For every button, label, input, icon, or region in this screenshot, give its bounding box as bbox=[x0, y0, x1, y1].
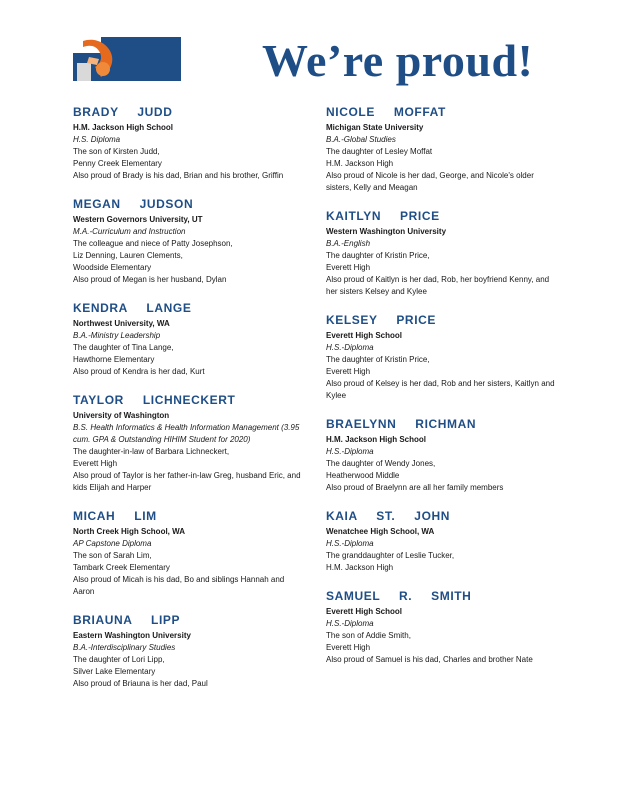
graduate-entry bbox=[326, 416, 558, 494]
graduate-degree: B.A.-English bbox=[326, 239, 371, 248]
relation-line: H.M. Jackson High bbox=[326, 563, 394, 572]
graduate-degree: H.S.-Diploma bbox=[326, 447, 374, 456]
graduate-entry bbox=[326, 508, 558, 574]
relation-line: Everett High bbox=[326, 263, 371, 272]
relation-line: H.M. Jackson High bbox=[326, 159, 394, 168]
graduate-degree: B.A.-Interdisciplinary Studies bbox=[73, 643, 176, 652]
graduate-name: NICOLE MOFFAT bbox=[326, 105, 446, 119]
graduate-degree: B.A.-Ministry Leadership bbox=[73, 331, 161, 340]
graduate-entry bbox=[326, 104, 558, 194]
relation-line: Penny Creek Elementary bbox=[73, 159, 162, 168]
relation-line: Also proud of Megan is her husband, Dylan bbox=[73, 275, 227, 284]
relation-line: Also proud of Briauna is her dad, Paul bbox=[73, 679, 208, 688]
relation-line: Heatherwood Middle bbox=[326, 471, 400, 480]
relation-line: The son of Kirsten Judd, bbox=[73, 147, 160, 156]
graduate-name: SAMUEL R. SMITH bbox=[326, 589, 472, 603]
graduate-name: BRAELYNN RICHMAN bbox=[326, 417, 477, 431]
relation-line: The granddaughter of Leslie Tucker, bbox=[326, 551, 455, 560]
graduate-degree: H.S. Diploma bbox=[73, 135, 121, 144]
relation-line: Also proud of Braelynn are all her family members bbox=[326, 483, 504, 492]
relation-line: The daughter of Lesley Moffat bbox=[326, 147, 433, 156]
graduate-entry bbox=[326, 208, 558, 298]
relation-line: Also proud of Nicole is her dad, George, and Nicole's older sisters, Kelly and Meagan bbox=[326, 171, 534, 192]
graduate-name: KAIA ST. JOHN bbox=[326, 509, 451, 523]
relation-line: Everett High bbox=[326, 367, 371, 376]
relation-line: The daughter of Kristin Price, bbox=[326, 355, 430, 364]
graduate-school: Western Governors University, UT bbox=[73, 215, 203, 224]
graduate-degree: B.A.-Global Studies bbox=[326, 135, 396, 144]
school-logo bbox=[73, 37, 181, 81]
relation-line: The son of Sarah Lim, bbox=[73, 551, 152, 560]
graduate-school: Wenatchee High School, WA bbox=[326, 527, 435, 536]
graduate-entry bbox=[326, 588, 558, 666]
graduate-degree: B.S. Health Informatics & Health Information Management (3.95 cum. GPA & Outstanding HIHIM Student for 2020) bbox=[73, 423, 300, 444]
relation-line: The son of Addie Smith, bbox=[326, 631, 411, 640]
graduate-degree: H.S.-Diploma bbox=[326, 539, 374, 548]
relation-line: Everett High bbox=[73, 459, 118, 468]
graduate-degree: H.S.-Diploma bbox=[326, 343, 374, 352]
graduate-entry bbox=[73, 508, 305, 598]
relation-line: The daughter of Wendy Jones, bbox=[326, 459, 436, 468]
relation-line: Also proud of Kelsey is her dad, Rob and her sisters, Kaitlyn and Kylee bbox=[326, 379, 555, 400]
relation-line: Also proud of Brady is his dad, Brian and his brother, Griffin bbox=[73, 171, 284, 180]
right-column bbox=[326, 104, 558, 666]
page-title: We’re proud! bbox=[262, 35, 534, 86]
relation-line: Everett High bbox=[326, 643, 371, 652]
relation-line: The daughter of Kristin Price, bbox=[326, 251, 430, 260]
graduate-entry bbox=[73, 300, 305, 378]
graduate-entry bbox=[73, 612, 305, 690]
graduate-school: North Creek High School, WA bbox=[73, 527, 186, 536]
graduate-school: University of Washington bbox=[73, 411, 170, 420]
relation-line: Silver Lake Elementary bbox=[73, 667, 156, 676]
graduate-name: MEGAN JUDSON bbox=[73, 197, 194, 211]
relation-line: Hawthorne Elementary bbox=[73, 355, 155, 364]
left-column bbox=[73, 104, 305, 690]
graduate-entry bbox=[326, 312, 558, 402]
relation-line: The daughter of Tina Lange, bbox=[73, 343, 174, 352]
graduate-name: TAYLOR LICHNECKERT bbox=[73, 393, 236, 407]
graduate-degree: M.A.-Curriculum and Instruction bbox=[73, 227, 186, 236]
relation-line: The daughter-in-law of Barbara Lichneckert, bbox=[73, 447, 230, 456]
relation-line: Tambark Creek Elementary bbox=[73, 563, 170, 572]
relation-line: Also proud of Kaitlyn is her dad, Rob, her boyfriend Kenny, and her sisters Kelsey and Kylee bbox=[326, 275, 550, 296]
graduate-school: H.M. Jackson High School bbox=[73, 123, 174, 132]
graduate-school: H.M. Jackson High School bbox=[326, 435, 427, 444]
graduate-school: Western Washington University bbox=[326, 227, 447, 236]
relation-line: Also proud of Samuel is his dad, Charles and brother Nate bbox=[326, 655, 533, 664]
graduate-entry bbox=[73, 392, 305, 494]
graduate-school: Everett High School bbox=[326, 331, 403, 340]
relation-line: Woodside Elementary bbox=[73, 263, 152, 272]
relation-line: Also proud of Micah is his dad, Bo and siblings Hannah and Aaron bbox=[73, 575, 285, 596]
graduate-degree: H.S.-Diploma bbox=[326, 619, 374, 628]
graduate-name: MICAH LIM bbox=[73, 509, 157, 523]
graduate-name: BRIAUNA LIPP bbox=[73, 613, 181, 627]
relation-line: Also proud of Taylor is her father-in-law Greg, husband Eric, and kids Elijah and Harper bbox=[73, 471, 301, 492]
graduate-degree: AP Capstone Diploma bbox=[73, 539, 152, 548]
graduate-entry bbox=[73, 104, 305, 182]
graduate-name: BRADY JUDD bbox=[73, 105, 173, 119]
graduate-name: KENDRA LANGE bbox=[73, 301, 192, 315]
graduate-entry bbox=[73, 196, 305, 286]
graduate-school: Everett High School bbox=[326, 607, 403, 616]
graduate-name: KELSEY PRICE bbox=[326, 313, 437, 327]
relation-line: Also proud of Kendra is her dad, Kurt bbox=[73, 367, 205, 376]
graduate-school: Northwest University, WA bbox=[73, 319, 170, 328]
relation-line: The daughter of Lori Lipp, bbox=[73, 655, 165, 664]
graduate-school: Michigan State University bbox=[326, 123, 424, 132]
relation-line: Liz Denning, Lauren Clements, bbox=[73, 251, 183, 260]
relation-line: The colleague and niece of Patty Josephson, bbox=[73, 239, 233, 248]
graduate-school: Eastern Washington University bbox=[73, 631, 191, 640]
graduate-name: KAITLYN PRICE bbox=[326, 209, 440, 223]
